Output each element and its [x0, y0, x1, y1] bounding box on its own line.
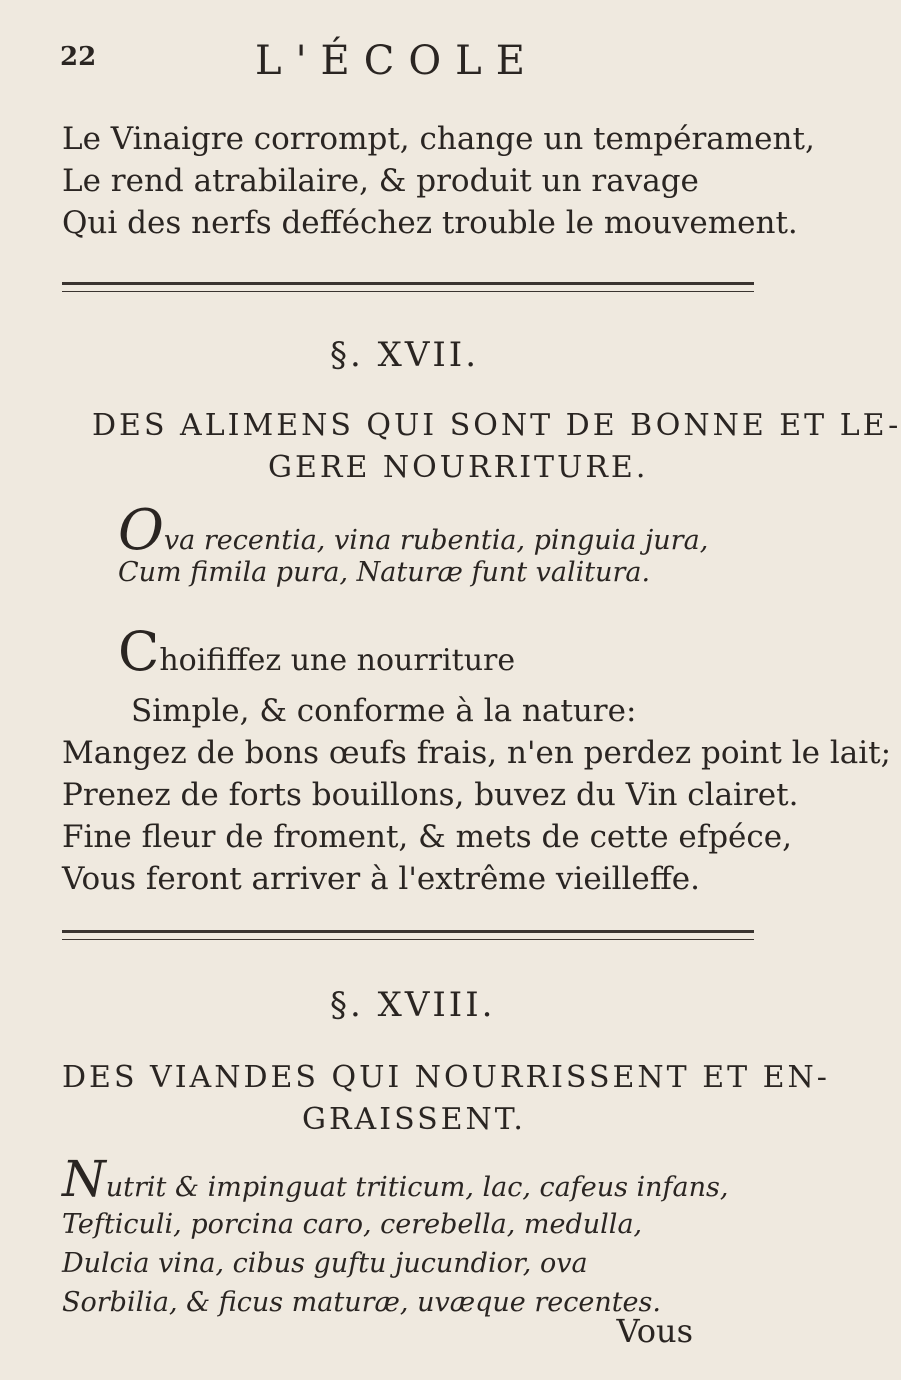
- verse-line: Le rend atrabilaire, & produit un ravage: [62, 163, 699, 199]
- latin-verse-line: Tefticuli, porcina caro, cerebella, medulla,: [62, 1209, 643, 1240]
- section-divider: [62, 930, 754, 940]
- french-verse-line: Simple, & conforme à la nature:: [131, 693, 637, 729]
- running-title: L'ÉCOLE: [255, 38, 539, 84]
- section-title: GERE NOURRITURE.: [268, 450, 649, 485]
- latin-verse-line: Ova recentia, vina rubentia, pinguia jura,: [118, 498, 709, 563]
- french-verse-line: Vous feront arriver à l'extrême vieilleffe.: [62, 861, 700, 897]
- french-verse-line: Prenez de forts bouillons, buvez du Vin clairet.: [62, 777, 799, 813]
- verse-line: Le Vinaigre corrompt, change un tempérament,: [62, 121, 815, 157]
- section-title: GRAISSENT.: [302, 1102, 526, 1137]
- french-verse-line: Choififfez une nourriture: [118, 620, 516, 683]
- latin-verse-line: Dulcia vina, cibus guftu jucundior, ova: [62, 1248, 588, 1279]
- latin-verse-line: Sorbilia, & ficus maturæ, uvæque recentes.: [62, 1287, 661, 1318]
- drop-initial: O: [118, 498, 164, 563]
- section-divider: [62, 282, 754, 292]
- drop-initial: N: [62, 1150, 106, 1208]
- drop-initial: C: [118, 620, 160, 683]
- french-verse-line: Mangez de bons œufs frais, n'en perdez point le lait;: [62, 735, 892, 771]
- page-number: 22: [60, 42, 97, 72]
- section-title: DES VIANDES QUI NOURRISSENT ET EN-: [62, 1060, 830, 1095]
- french-verse-line: Fine fleur de froment, & mets de cette efpéce,: [62, 819, 792, 855]
- section-title: DES ALIMENS QUI SONT DE BONNE ET LE-: [92, 408, 901, 443]
- section-heading: §. XVIII.: [330, 985, 496, 1025]
- verse-line: Qui des nerfs defféchez trouble le mouvement.: [62, 205, 798, 241]
- section-heading: §. XVII.: [330, 335, 480, 375]
- latin-verse-line: Cum fimila pura, Naturæ funt valitura.: [118, 557, 651, 588]
- catchword: Vous: [616, 1312, 693, 1350]
- latin-verse-line: Nutrit & impinguat triticum, lac, cafeus infans,: [62, 1150, 729, 1208]
